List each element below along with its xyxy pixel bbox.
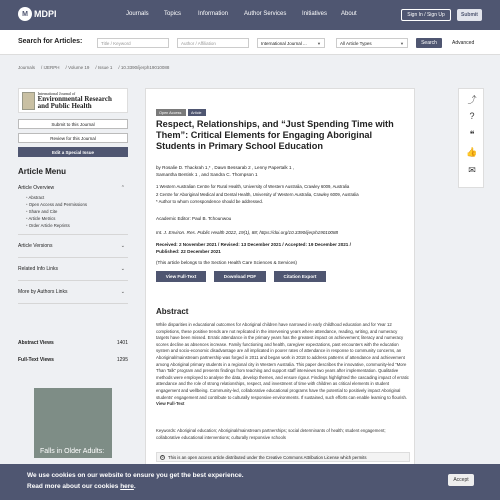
nav-initiatives[interactable]: Initiatives bbox=[302, 11, 328, 17]
open-access-badge: Open Access bbox=[156, 109, 186, 116]
abstract-body: While disparities in educational outcomes for Aboriginal children have narrowed in early childhood education and for Year 12 completions, these positive trends are not replicated in the intervening years where attendance, reading, writing, and numeracy targets have been missed. Erratic attendance in the primary years has the greatest impact on achievement; literacy and numeracy scores decline as absences increase. Family functioning and health, caregiver expectations, past encounters with the education system and socio-economic disadvantage are all implicated in poorer rates of attendance in response to community concerns, an Aboriginal/mainstream partnership was forged in 2011 and began work in 2018 to address patterns of attendance and achievement among Aboriginal primary students in a regional city in Western Australia. This paper describes the innovative, community-led “More Than Talk” program and presents findings from teaching and support staff interviews two years after implementation. Qualitative methods were employed to analyse the data, develop themes, and ensure rigour. Findings highlighted the cascading impact of erratic attendance and the role of strong relationships, respect, and investment of time with children as critical elements in student engagement and wellbeing. Community-led, collaborative educational programs have the potential to positively impact Aboriginal students' engagement and contribute to culturally responsive environments. If sustained, such efforts can enable learning to flourish. bbox=[156, 322, 409, 400]
article-overview-label: Article Overview bbox=[18, 185, 55, 191]
related-info-label: Related Info Links bbox=[18, 266, 59, 272]
thumbs-up-icon[interactable]: 👍 bbox=[466, 147, 478, 157]
nav-information[interactable]: Information bbox=[198, 11, 229, 17]
cookie-accept-button[interactable]: Accept bbox=[448, 474, 474, 486]
affiliation-note: * Author to whom correspondence should be addressed. bbox=[156, 199, 264, 204]
article-authors bbox=[156, 164, 406, 178]
fulltext-views-row bbox=[18, 357, 128, 363]
chevron-down-icon: ▼ bbox=[317, 40, 321, 46]
edit-special-issue-button[interactable]: Edit a Special Issue bbox=[18, 147, 128, 157]
quote-icon[interactable]: ❝ bbox=[469, 129, 475, 139]
abstract-view-fulltext-link[interactable]: View Full-Text bbox=[156, 401, 185, 407]
article-overview-section[interactable] bbox=[18, 180, 128, 235]
chevron-down-icon: ▼ bbox=[400, 40, 404, 46]
breadcrumb-volume[interactable]: Volume 19 bbox=[68, 65, 90, 70]
advertisement-banner[interactable] bbox=[34, 388, 112, 458]
overview-item-abstract[interactable]: • Abstract bbox=[26, 194, 128, 201]
journal-logo-name: Environmental Research and Public Health bbox=[37, 95, 112, 110]
right-toolbar bbox=[458, 88, 484, 188]
article-type-select[interactable] bbox=[336, 38, 408, 48]
open-access-notice bbox=[156, 452, 410, 462]
keywords[interactable]: Keywords: Aboriginal education; Aboriginal/mainstream partnerships; social determinants of health; student engagement; collaborative educational interventions; culturally responsive schools bbox=[156, 428, 386, 440]
more-by-authors-section[interactable] bbox=[18, 281, 128, 304]
left-sidebar bbox=[18, 88, 128, 304]
nav-about[interactable]: About bbox=[341, 11, 357, 17]
search-label: Search for Articles: bbox=[18, 38, 83, 45]
article-title: Respect, Relationships, and “Just Spending Time with Them”: Critical Elements for Engaging Aboriginal Students in Primary School Education bbox=[156, 119, 394, 151]
sign-in-button[interactable]: Sign In / Sign Up bbox=[401, 9, 451, 21]
article-search-bar bbox=[0, 30, 500, 55]
article-versions-label: Article Versions bbox=[18, 243, 53, 249]
submit-button[interactable]: Submit bbox=[457, 9, 482, 21]
author-affiliation-input[interactable]: Author / Affiliation bbox=[177, 38, 249, 48]
article-versions-section[interactable] bbox=[18, 235, 128, 258]
review-for-journal-button[interactable]: Review for this Journal bbox=[18, 133, 128, 143]
article-type-select-value: All Article Types bbox=[340, 40, 372, 46]
view-fulltext-button[interactable]: View Full-Text bbox=[156, 271, 206, 282]
abstract-views-row bbox=[18, 340, 128, 346]
section-note[interactable]: (This article belongs to the Section Health Care Sciences & Services) bbox=[156, 260, 297, 265]
breadcrumb-issue[interactable]: Issue 1 bbox=[97, 65, 113, 70]
dates-line-2: Published: 22 December 2021 bbox=[156, 249, 221, 254]
citation-line[interactable]: Int. J. Environ. Res. Public Health 2022, 19(1), 88; https://doi.org/10.3390/ijerph19010088 bbox=[156, 230, 339, 235]
title-keyword-input[interactable]: Title / Keyword bbox=[97, 38, 169, 48]
comment-icon[interactable]: ✉ bbox=[468, 165, 476, 175]
help-icon[interactable]: ? bbox=[469, 111, 475, 121]
fulltext-views-count: 1295 bbox=[116, 357, 128, 363]
journal-select-value: International Journal ... bbox=[261, 40, 307, 46]
advanced-search-link[interactable]: Advanced bbox=[452, 40, 475, 46]
more-by-authors-label: More by Authors Links bbox=[18, 289, 68, 295]
cookie-more-info: Read more about our cookies here. bbox=[27, 483, 136, 490]
abstract-text bbox=[156, 322, 410, 408]
authors-line-1[interactable]: by Rosalie D. Thackrah 1,* , Dawn Bessarab 2 , Lenny Papertalk 1 , bbox=[156, 165, 295, 170]
article-type-badge: Article bbox=[188, 109, 206, 116]
breadcrumb-journal[interactable]: IJERPH bbox=[43, 65, 60, 70]
share-icon[interactable]: ⤴ bbox=[467, 95, 477, 105]
article-action-buttons bbox=[156, 271, 326, 282]
overview-item-reprints[interactable]: • Order Article Reprints bbox=[26, 222, 128, 229]
open-access-notice-text: This is an open access article distributed under the Creative Commons Attribution License which permits bbox=[168, 454, 367, 460]
abstract-views-count: 1401 bbox=[116, 340, 128, 346]
journal-select[interactable] bbox=[257, 38, 325, 48]
breadcrumb-doi: 10.3390/ijerph19010088 bbox=[120, 65, 170, 70]
overview-item-open-access[interactable]: • Open Access and Permissions bbox=[26, 201, 128, 208]
mdpi-logo-text: MDPI bbox=[34, 9, 57, 19]
breadcrumb-journals[interactable]: Journals bbox=[18, 65, 36, 70]
cookie-message: We use cookies on our website to ensure you get the best experience. bbox=[27, 472, 244, 479]
journal-logo-prefix: International Journal of bbox=[37, 91, 76, 96]
cookie-more-prefix: Read more about our cookies bbox=[27, 483, 121, 490]
authors-line-2[interactable]: Samantha Bentink 1 , and Sandra C. Thompson 1 bbox=[156, 172, 258, 177]
article-overview-list bbox=[18, 194, 128, 229]
affiliation-2: 2 Centre for Aboriginal Medical and Dental Health, University of Western Australia, Crawley 6009, Australia bbox=[156, 191, 359, 197]
citation-export-button[interactable]: Citation Export bbox=[274, 271, 326, 282]
article-menu-title: Article Menu bbox=[18, 167, 67, 176]
overview-item-metrics[interactable]: • Article Metrics bbox=[26, 215, 128, 222]
nav-author-services[interactable]: Author Services bbox=[244, 11, 287, 17]
breadcrumb: Journals / IJERPH / Volume 19 / Issue 1 / 10.3390/ijerph19010088 bbox=[18, 65, 170, 70]
creative-commons-icon: © bbox=[161, 455, 164, 459]
journal-logo[interactable] bbox=[18, 88, 128, 113]
related-info-section[interactable] bbox=[18, 258, 128, 281]
overview-item-share[interactable]: • Share and Cite bbox=[26, 208, 128, 215]
download-pdf-button[interactable]: Download PDF bbox=[214, 271, 266, 282]
fulltext-views-label: Full-Text Views bbox=[18, 357, 54, 363]
journal-cover-icon bbox=[22, 92, 35, 110]
abstract-heading: Abstract bbox=[156, 307, 189, 316]
nav-journals[interactable]: Journals bbox=[126, 11, 149, 17]
chevron-down-icon: ⌄ bbox=[120, 289, 125, 295]
top-navbar bbox=[0, 0, 500, 30]
cookie-here-link[interactable]: here bbox=[120, 483, 134, 490]
chevron-up-icon: ⌃ bbox=[120, 185, 125, 191]
submit-to-journal-button[interactable]: Submit to this Journal bbox=[18, 119, 128, 129]
ad-text: Falls in Older Adults: bbox=[40, 448, 105, 455]
nav-topics[interactable]: Topics bbox=[164, 11, 182, 17]
abstract-views-label: Abstract Views bbox=[18, 340, 54, 346]
cookie-banner bbox=[0, 464, 500, 500]
chevron-down-icon: ⌄ bbox=[120, 243, 125, 249]
affiliation-1: 1 Western Australian Centre for Rural Health, University of Western Australia, Crawley 6009, Australia bbox=[156, 184, 350, 189]
search-button[interactable]: Search bbox=[416, 38, 442, 48]
dates-line-1: Received: 2 November 2021 / Revised: 13 December 2021 / Accepted: 19 December 2021 / bbox=[156, 242, 351, 247]
mdpi-logo-icon: M bbox=[18, 7, 32, 21]
academic-editor: Academic Editor: Paul B. Tchounwou bbox=[156, 216, 232, 221]
chevron-down-icon: ⌄ bbox=[120, 266, 125, 272]
affiliations bbox=[156, 183, 406, 206]
